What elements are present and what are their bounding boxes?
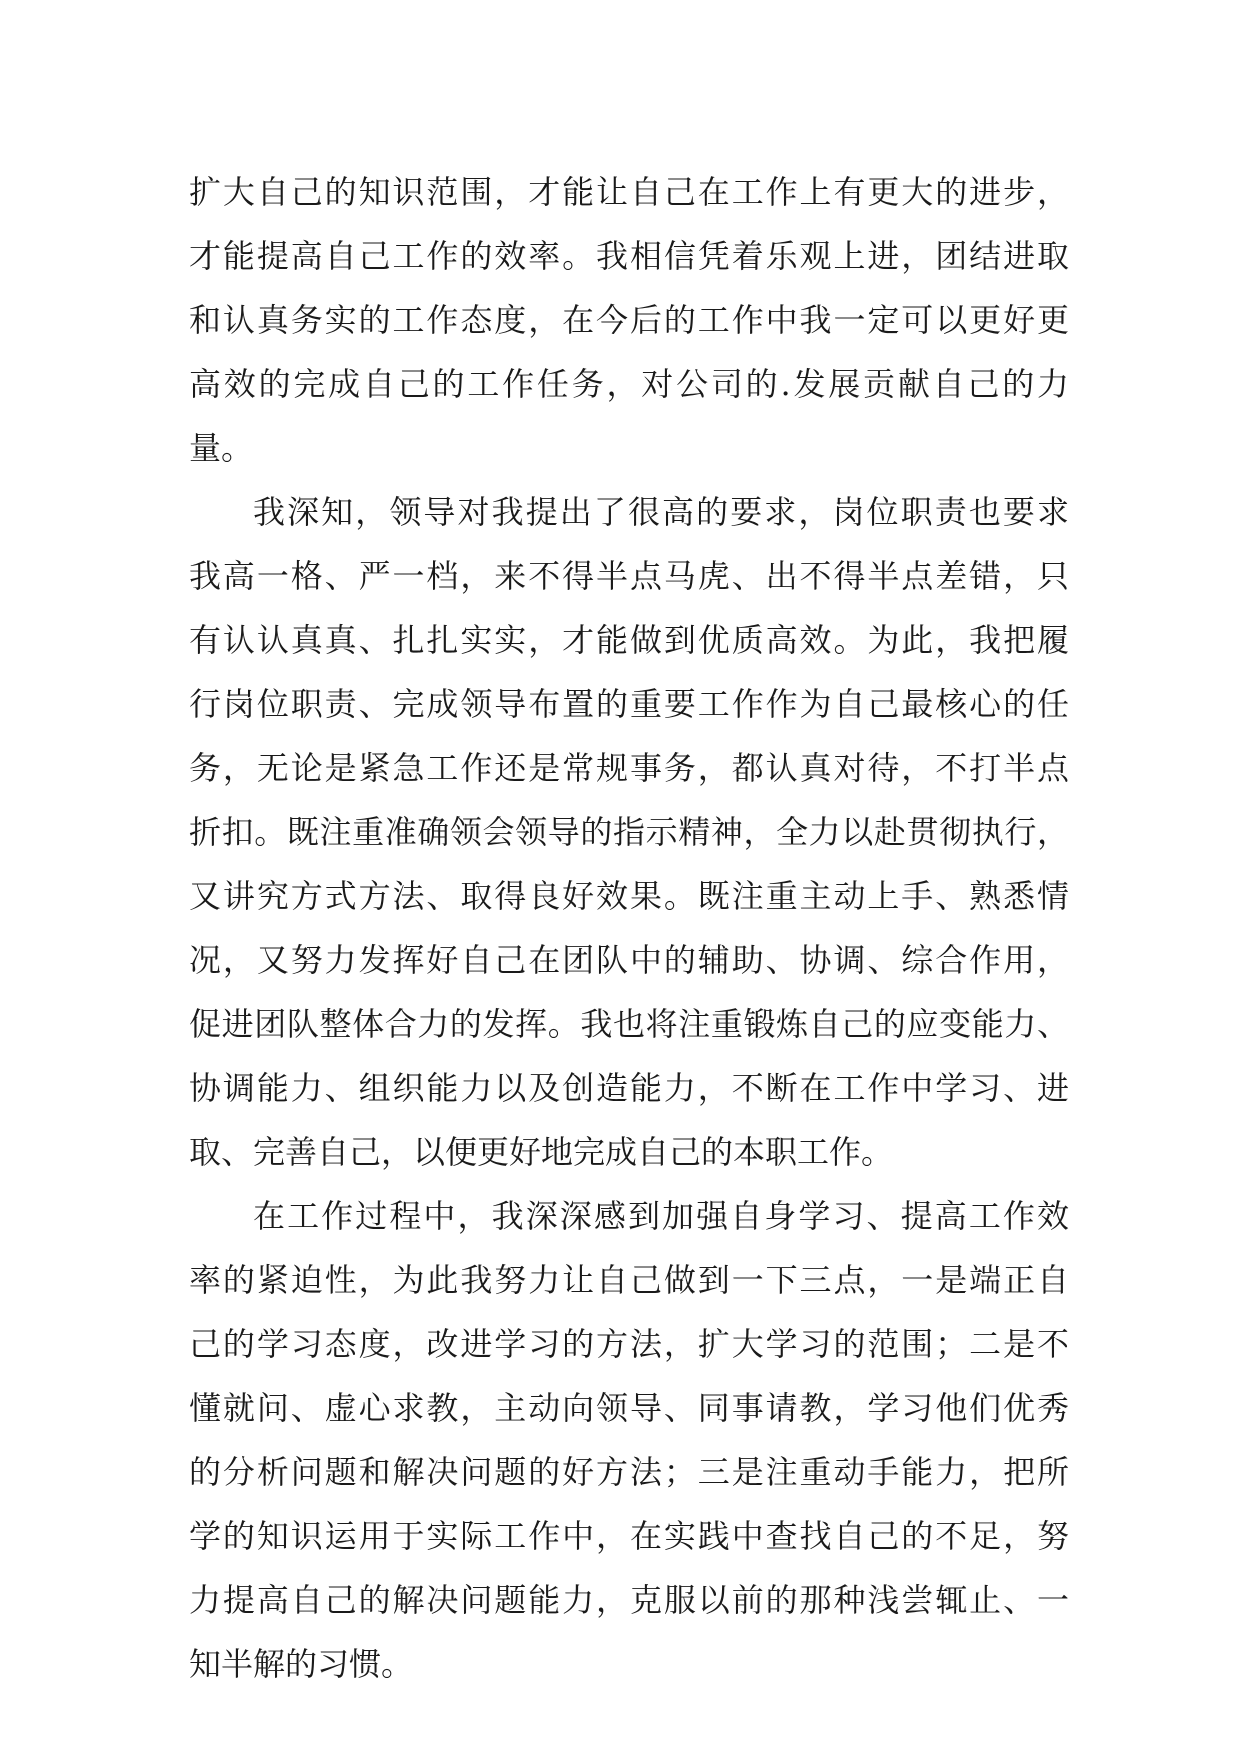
text-line: 扩大自己的知识范围，才能让自己在工作上有更大的进步， (189, 173, 1069, 211)
text-line: 取、完善自己，以便更好地完成自己的本职工作。 (189, 1133, 894, 1171)
text-line: 协调能力、组织能力以及创造能力，不断在工作中学习、进 (189, 1069, 1069, 1107)
text-line: 我深知，领导对我提出了很高的要求，岗位职责也要求 (253, 493, 1069, 531)
text-line: 的分析问题和解决问题的好方法；三是注重动手能力，把所 (189, 1453, 1069, 1491)
text-line: 率的紧迫性，为此我努力让自己做到一下三点，一是端正自 (189, 1261, 1069, 1299)
text-line: 才能提高自己工作的效率。我相信凭着乐观上进，团结进取 (189, 237, 1069, 275)
text-line: 力提高自己的解决问题能力，克服以前的那种浅尝辄止、一 (189, 1581, 1069, 1619)
paragraph-1 (189, 160, 1069, 480)
text-line: 量。 (189, 429, 254, 467)
text-line: 我高一格、严一档，来不得半点马虎、出不得半点差错，只 (189, 557, 1069, 595)
paragraph-3 (189, 1184, 1069, 1696)
text-line: 又讲究方式方法、取得良好效果。既注重主动上手、熟悉情 (189, 877, 1069, 915)
text-line: 和认真务实的工作态度，在今后的工作中我一定可以更好更 (189, 301, 1069, 339)
text-line: 况，又努力发挥好自己在团队中的辅助、协调、综合作用， (189, 941, 1069, 979)
text-line: 己的学习态度，改进学习的方法，扩大学习的范围；二是不 (189, 1325, 1069, 1363)
paragraph-2 (189, 480, 1069, 1184)
text-line: 折扣。既注重准确领会领导的指示精神，全力以赴贯彻执行， (189, 813, 1069, 851)
text-line: 务，无论是紧急工作还是常规事务，都认真对待，不打半点 (189, 749, 1069, 787)
text-line: 促进团队整体合力的发挥。我也将注重锻炼自己的应变能力、 (189, 1005, 1069, 1043)
text-line: 学的知识运用于实际工作中，在实践中查找自己的不足，努 (189, 1517, 1069, 1555)
text-line: 懂就问、虚心求教，主动向领导、同事请教，学习他们优秀 (189, 1389, 1069, 1427)
text-line: 行岗位职责、完成领导布置的重要工作作为自己最核心的任 (189, 685, 1069, 723)
text-line: 在工作过程中，我深深感到加强自身学习、提高工作效 (253, 1197, 1069, 1235)
text-line: 知半解的习惯。 (189, 1645, 414, 1683)
document-body (189, 160, 1069, 1696)
text-line: 高效的完成自己的工作任务，对公司的.发展贡献自己的力 (189, 365, 1069, 403)
text-line: 有认认真真、扎扎实实，才能做到优质高效。为此，我把履 (189, 621, 1069, 659)
